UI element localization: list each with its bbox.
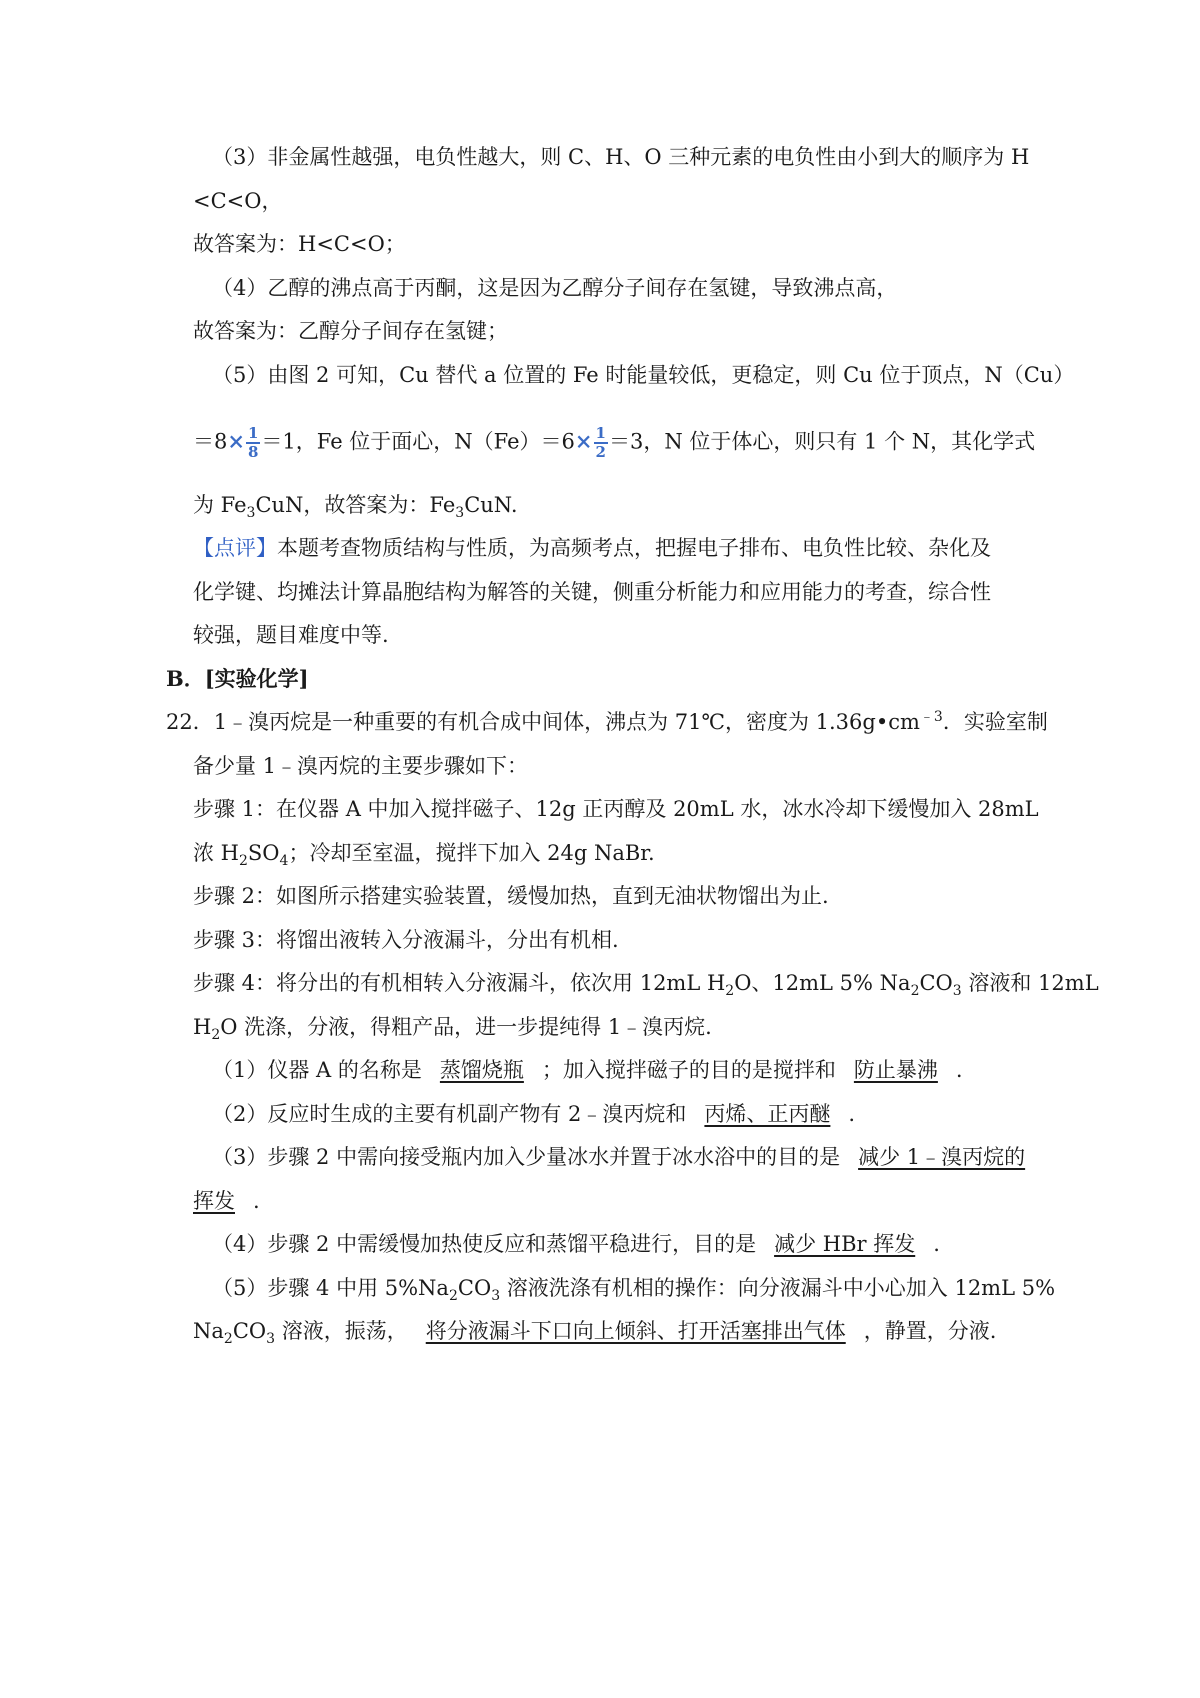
part5-l3-text: 为 Fe	[193, 493, 247, 517]
fraction-numerator: 1	[247, 424, 259, 442]
subscript: 3	[952, 983, 962, 1000]
fraction-numerator: 1	[595, 424, 606, 442]
part4-line1: （4）乙醇的沸点高于丙酮，这是因为乙醇分子间存在氢键，导致沸点高，	[212, 276, 898, 300]
answer-blank: 减少 1﹣溴丙烷的	[858, 1145, 1026, 1169]
superscript: ﹣3	[919, 709, 943, 725]
comment-line1	[193, 533, 991, 563]
subscript: 3	[266, 1331, 276, 1348]
part5-text-b: ＝1，Fe 位于面心，N（Fe）＝6	[261, 429, 575, 454]
step4-text: 溶液和 12mL	[961, 971, 1099, 995]
part5-text-c: ＝3，N 位于体心，则只有 1 个 N，其化学式	[608, 429, 1036, 454]
question-3-cont	[193, 1186, 260, 1216]
question-text: （1）仪器 A 的名称是	[212, 1058, 422, 1082]
subscript: 2	[910, 983, 920, 1000]
comment-text: 本题考查物质结构与性质，为高频考点，把握电子排布、电负性比较、杂化及	[277, 536, 991, 560]
question-text: CO	[457, 1276, 492, 1300]
question-text: （5）步骤 4 中用 5%Na	[212, 1276, 449, 1300]
step4-text: O 洗涤，分液，得粗产品，进一步提纯得 1﹣溴丙烷.	[220, 1015, 712, 1039]
question-text: （4）步骤 2 中需缓慢加热使反应和蒸馏平稳进行，目的是	[212, 1232, 757, 1256]
step4-text: 步骤 4：将分出的有机相转入分液漏斗，依次用 12mL H	[193, 971, 726, 995]
comment-line3: 较强，题目难度中等.	[193, 623, 389, 647]
fraction-denominator: 8	[247, 443, 259, 461]
part3-line1: （3）非金属性越强，电负性越大，则 C、H、O 三种元素的电负性由小到大的顺序为 H	[212, 145, 1030, 169]
question-5-line1	[212, 1273, 1055, 1303]
multiply-sign: ×	[574, 428, 593, 454]
answer-blank: 挥发	[193, 1189, 235, 1213]
question-text: .	[955, 1058, 963, 1082]
part4-answer: 故答案为：乙醇分子间存在氢键；	[193, 319, 508, 343]
multiply-sign: ×	[227, 428, 245, 454]
subscript: 2	[239, 853, 248, 870]
part5-l3-text: CuN.	[464, 493, 518, 517]
fraction-one-half	[594, 425, 608, 461]
comment-line2: 化学键、均摊法计算晶胞结构为解答的关键，侧重分析能力和应用能力的考查，综合性	[193, 580, 991, 604]
question-text: （3）步骤 2 中需向接受瓶内加入少量冰水并置于冰水浴中的目的是	[212, 1145, 841, 1169]
question-5-line2	[193, 1316, 996, 1346]
answer-blank: 蒸馏烧瓶	[439, 1058, 524, 1082]
step1-line2	[193, 838, 655, 868]
part5-line3	[193, 490, 518, 520]
step4-text: O、12mL 5% Na	[734, 971, 911, 995]
part3-line2: <C<O，	[193, 189, 283, 213]
fraction-denominator: 2	[595, 443, 606, 461]
fraction-one-eighth	[246, 425, 260, 461]
question-text: （2）反应时生成的主要有机副产物有 2﹣溴丙烷和	[212, 1102, 687, 1126]
step1-text: SO	[247, 841, 280, 865]
question-text: .	[848, 1102, 856, 1126]
subscript: 3	[246, 505, 256, 522]
part3-answer: 故答案为：H<C<O；	[193, 232, 406, 256]
question-text: 溶液，振荡，	[275, 1319, 408, 1343]
step4-line2	[193, 1012, 712, 1042]
subscript: 2	[211, 1027, 221, 1044]
part5-line2	[193, 425, 1035, 461]
answer-blank: 减少 HBr 挥发	[774, 1232, 916, 1256]
step4-text: H	[193, 1015, 212, 1039]
step1-line1: 步骤 1：在仪器 A 中加入搅拌磁子、12g 正丙醇及 20mL 水，冰水冷却下缓慢加入 28mL	[193, 797, 1039, 821]
q22-text: ．实验室制	[942, 710, 1048, 734]
question-2	[212, 1099, 855, 1129]
question-text: .	[253, 1189, 260, 1213]
question-1	[212, 1055, 963, 1085]
step1-text: ；冷却至室温，搅拌下加入 24g NaBr.	[288, 841, 655, 865]
part5-line1: （5）由图 2 可知，Cu 替代 a 位置的 Fe 时能量较低，更稳定，则 Cu 位于顶点，N（Cu）	[212, 363, 1075, 387]
step3: 步骤 3：将馏出液转入分液漏斗，分出有机相.	[193, 928, 619, 952]
subscript: 4	[279, 853, 289, 870]
section-heading: B．[实验化学]	[166, 666, 309, 691]
answer-blank: 防止暴沸	[853, 1058, 938, 1082]
question-text: ，静置，分液.	[863, 1319, 997, 1343]
comment-tag: 【点评】	[193, 536, 277, 560]
step1-text: 浓 H	[193, 841, 239, 865]
subscript: 3	[455, 505, 465, 522]
answer-blank: 丙烯、正丙醚	[704, 1102, 831, 1126]
q22-line2: 备少量 1﹣溴丙烷的主要步骤如下：	[193, 754, 529, 778]
question-text: .	[933, 1232, 940, 1256]
subscript: 2	[448, 1288, 458, 1305]
step2: 步骤 2：如图所示搭建实验装置，缓慢加热，直到无油状物馏出为止.	[193, 884, 829, 908]
question-4	[212, 1229, 940, 1259]
q22-text: 22．1﹣溴丙烷是一种重要的有机合成中间体，沸点为 71℃，密度为 1.36g•cm	[166, 710, 920, 734]
step4-line1	[193, 968, 1099, 998]
question-text: 溶液洗涤有机相的操作：向分液漏斗中小心加入 12mL 5%	[500, 1276, 1056, 1300]
part5-text-a: ＝8	[193, 429, 228, 454]
subscript: 2	[223, 1331, 233, 1348]
question-text: CO	[232, 1319, 267, 1343]
question-text: Na	[193, 1319, 224, 1343]
subscript: 3	[491, 1288, 501, 1305]
question-3	[212, 1142, 1025, 1172]
step4-text: CO	[919, 971, 953, 995]
subscript: 2	[725, 983, 735, 1000]
part5-l3-text: CuN，故答案为：Fe	[255, 493, 456, 517]
q22-line1	[166, 707, 1048, 737]
answer-blank: 将分液漏斗下口向上倾斜、打开活塞排出气体	[425, 1319, 846, 1343]
question-text: ；加入搅拌磁子的目的是搅拌和	[541, 1058, 836, 1082]
